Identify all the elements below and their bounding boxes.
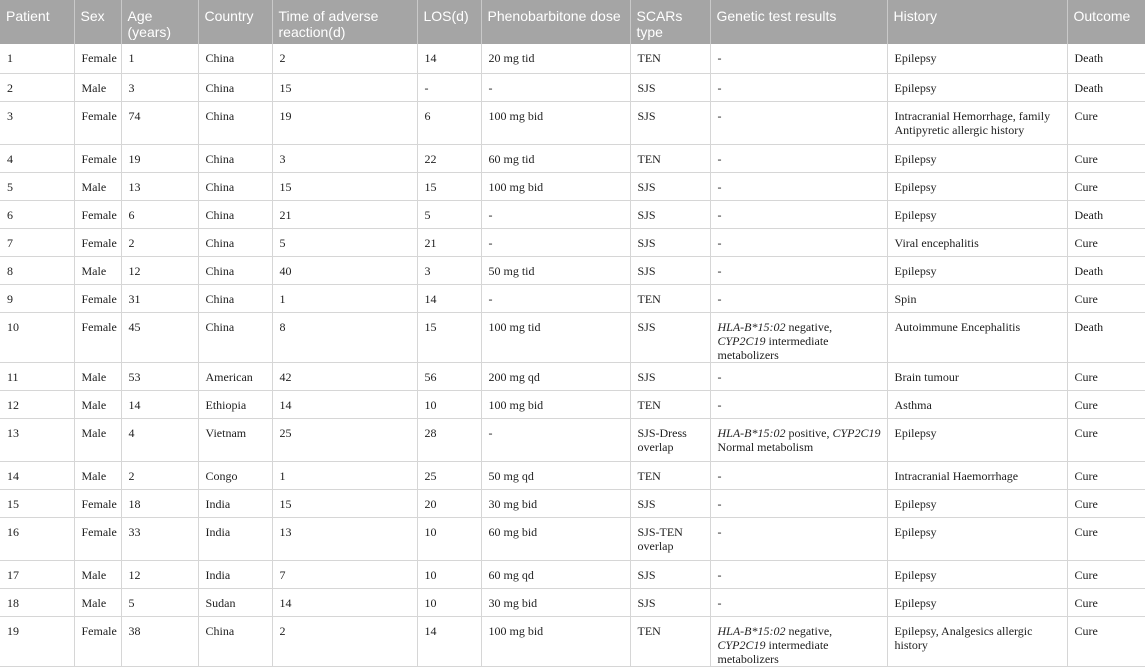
- cell-outcome: Cure: [1067, 489, 1145, 517]
- cell-outcome: Cure: [1067, 560, 1145, 588]
- cell-time: 13: [272, 517, 417, 560]
- cell-patient: 17: [0, 560, 74, 588]
- cell-time: 3: [272, 144, 417, 172]
- cell-history: Brain tumour: [887, 362, 1067, 390]
- cell-time: 14: [272, 390, 417, 418]
- cell-sex: Female: [74, 44, 121, 73]
- cell-sex: Female: [74, 200, 121, 228]
- cell-los: 14: [417, 616, 481, 666]
- cell-age: 2: [121, 461, 198, 489]
- table-row: [0, 461, 1145, 489]
- cell-outcome: Death: [1067, 73, 1145, 101]
- cell-history: Epilepsy: [887, 73, 1067, 101]
- cell-genetic: -: [710, 390, 887, 418]
- cell-genetic: -: [710, 101, 887, 144]
- cell-history: Epilepsy: [887, 144, 1067, 172]
- cell-dose: 60 mg tid: [481, 144, 630, 172]
- cell-history: Epilepsy: [887, 517, 1067, 560]
- cell-country: China: [198, 228, 272, 256]
- cell-patient: 8: [0, 256, 74, 284]
- cell-patient: 10: [0, 312, 74, 362]
- column-header: Genetic test results: [710, 0, 887, 44]
- cell-genetic: -: [710, 362, 887, 390]
- cell-patient: 11: [0, 362, 74, 390]
- cell-history: Epilepsy: [887, 560, 1067, 588]
- cell-country: Congo: [198, 461, 272, 489]
- cell-patient: 9: [0, 284, 74, 312]
- cell-genetic: -: [710, 461, 887, 489]
- cell-country: India: [198, 560, 272, 588]
- table-row: [0, 44, 1145, 73]
- cell-scars: SJS-TEN overlap: [630, 517, 710, 560]
- cell-outcome: Cure: [1067, 461, 1145, 489]
- cell-history: Epilepsy: [887, 172, 1067, 200]
- cell-dose: -: [481, 228, 630, 256]
- cell-time: 40: [272, 256, 417, 284]
- table-row: [0, 200, 1145, 228]
- cell-age: 6: [121, 200, 198, 228]
- cell-age: 2: [121, 228, 198, 256]
- cell-sex: Female: [74, 517, 121, 560]
- gene-name: CYP2C19: [832, 425, 881, 440]
- table-row: [0, 228, 1145, 256]
- cell-patient: 18: [0, 588, 74, 616]
- cell-dose: 20 mg tid: [481, 44, 630, 73]
- cell-time: 14: [272, 588, 417, 616]
- cell-age: 14: [121, 390, 198, 418]
- table-row: [0, 172, 1145, 200]
- cell-sex: Female: [74, 616, 121, 666]
- column-header: Time of adverse reaction(d): [272, 0, 417, 44]
- cell-country: American: [198, 362, 272, 390]
- cell-sex: Female: [74, 144, 121, 172]
- table-row: [0, 560, 1145, 588]
- cell-dose: 50 mg qd: [481, 461, 630, 489]
- table-row: [0, 256, 1145, 284]
- cell-time: 7: [272, 560, 417, 588]
- cell-genetic: -: [710, 200, 887, 228]
- cell-history: Asthma: [887, 390, 1067, 418]
- cell-country: India: [198, 489, 272, 517]
- table-row: [0, 144, 1145, 172]
- cell-los: 10: [417, 588, 481, 616]
- cell-history: Epilepsy: [887, 418, 1067, 461]
- cell-dose: 60 mg qd: [481, 560, 630, 588]
- cell-history: Intracranial Hemorrhage, family Antipyretic allergic history: [887, 101, 1067, 144]
- column-header: Outcome: [1067, 0, 1145, 44]
- cell-patient: 6: [0, 200, 74, 228]
- cell-time: 15: [272, 489, 417, 517]
- cell-genetic: -: [710, 172, 887, 200]
- cell-country: Vietnam: [198, 418, 272, 461]
- cell-los: 3: [417, 256, 481, 284]
- cell-patient: 14: [0, 461, 74, 489]
- gene-name: CYP2C19: [717, 333, 766, 348]
- cell-history: Epilepsy: [887, 489, 1067, 517]
- cell-sex: Male: [74, 256, 121, 284]
- cell-dose: -: [481, 73, 630, 101]
- cell-patient: 15: [0, 489, 74, 517]
- cell-outcome: Death: [1067, 44, 1145, 73]
- cell-sex: Male: [74, 73, 121, 101]
- column-header: LOS(d): [417, 0, 481, 44]
- cell-scars: SJS: [630, 200, 710, 228]
- cell-time: 2: [272, 44, 417, 73]
- cell-patient: 19: [0, 616, 74, 666]
- cell-country: China: [198, 616, 272, 666]
- cell-genetic: [710, 312, 887, 362]
- cell-los: 5: [417, 200, 481, 228]
- table-row: [0, 73, 1145, 101]
- cell-age: 45: [121, 312, 198, 362]
- cell-country: China: [198, 44, 272, 73]
- cell-patient: 1: [0, 44, 74, 73]
- cell-age: 3: [121, 73, 198, 101]
- table-body: [0, 44, 1145, 666]
- cell-sex: Male: [74, 560, 121, 588]
- column-header: SCARs type: [630, 0, 710, 44]
- table-row: [0, 418, 1145, 461]
- cell-outcome: Cure: [1067, 101, 1145, 144]
- table-row: [0, 362, 1145, 390]
- cell-genetic: -: [710, 44, 887, 73]
- gene-result: negative,: [785, 319, 833, 334]
- gene-name: CYP2C19: [717, 637, 766, 652]
- table-row: [0, 390, 1145, 418]
- cell-sex: Female: [74, 312, 121, 362]
- cell-country: China: [198, 73, 272, 101]
- cell-los: 10: [417, 517, 481, 560]
- cell-sex: Male: [74, 418, 121, 461]
- cell-genetic: [710, 418, 887, 461]
- cell-country: China: [198, 256, 272, 284]
- gene-result: intermediate metabolizers: [717, 333, 829, 362]
- cell-outcome: Cure: [1067, 390, 1145, 418]
- cell-scars: TEN: [630, 44, 710, 73]
- cell-country: Ethiopia: [198, 390, 272, 418]
- cell-genetic: -: [710, 228, 887, 256]
- cell-time: 8: [272, 312, 417, 362]
- cell-age: 4: [121, 418, 198, 461]
- cell-country: China: [198, 312, 272, 362]
- cell-time: 19: [272, 101, 417, 144]
- cell-time: 1: [272, 284, 417, 312]
- cell-sex: Female: [74, 489, 121, 517]
- cell-scars: TEN: [630, 616, 710, 666]
- cell-outcome: Cure: [1067, 588, 1145, 616]
- cell-outcome: Cure: [1067, 362, 1145, 390]
- cell-dose: 100 mg tid: [481, 312, 630, 362]
- cell-history: Epilepsy, Analgesics allergic history: [887, 616, 1067, 666]
- cell-time: 15: [272, 73, 417, 101]
- cell-dose: 100 mg bid: [481, 101, 630, 144]
- cell-time: 5: [272, 228, 417, 256]
- cell-history: Epilepsy: [887, 200, 1067, 228]
- cell-sex: Male: [74, 588, 121, 616]
- cell-age: 12: [121, 256, 198, 284]
- cell-history: Autoimmune Encephalitis: [887, 312, 1067, 362]
- cell-patient: 4: [0, 144, 74, 172]
- cell-country: China: [198, 200, 272, 228]
- cell-country: China: [198, 101, 272, 144]
- cell-los: 10: [417, 560, 481, 588]
- cell-los: -: [417, 73, 481, 101]
- cell-scars: SJS: [630, 588, 710, 616]
- cell-sex: Female: [74, 284, 121, 312]
- column-header: Age (years): [121, 0, 198, 44]
- gene-result: Normal metabolism: [717, 439, 814, 454]
- cell-genetic: -: [710, 560, 887, 588]
- cell-outcome: Cure: [1067, 228, 1145, 256]
- cell-genetic: [710, 616, 887, 666]
- cell-dose: -: [481, 284, 630, 312]
- cell-scars: SJS-Dress overlap: [630, 418, 710, 461]
- cell-outcome: Cure: [1067, 418, 1145, 461]
- cell-los: 28: [417, 418, 481, 461]
- table-row: [0, 588, 1145, 616]
- cell-history: Epilepsy: [887, 588, 1067, 616]
- cell-scars: SJS: [630, 228, 710, 256]
- cell-dose: -: [481, 200, 630, 228]
- cell-age: 18: [121, 489, 198, 517]
- cell-dose: 60 mg bid: [481, 517, 630, 560]
- gene-result: negative,: [785, 623, 833, 638]
- cell-scars: SJS: [630, 489, 710, 517]
- cell-sex: Female: [74, 101, 121, 144]
- cell-sex: Male: [74, 172, 121, 200]
- cell-scars: SJS: [630, 362, 710, 390]
- cell-sex: Male: [74, 390, 121, 418]
- cell-patient: 16: [0, 517, 74, 560]
- cell-los: 14: [417, 44, 481, 73]
- cell-los: 15: [417, 172, 481, 200]
- cell-genetic: -: [710, 517, 887, 560]
- cell-age: 5: [121, 588, 198, 616]
- cell-scars: TEN: [630, 390, 710, 418]
- table-row: [0, 616, 1145, 666]
- cell-history: Epilepsy: [887, 44, 1067, 73]
- cell-scars: SJS: [630, 172, 710, 200]
- cell-dose: 200 mg qd: [481, 362, 630, 390]
- cell-scars: SJS: [630, 560, 710, 588]
- cell-time: 2: [272, 616, 417, 666]
- cell-dose: 100 mg bid: [481, 390, 630, 418]
- cell-outcome: Death: [1067, 312, 1145, 362]
- cell-time: 25: [272, 418, 417, 461]
- cell-outcome: Death: [1067, 200, 1145, 228]
- cell-outcome: Cure: [1067, 284, 1145, 312]
- gene-result: positive,: [785, 425, 833, 440]
- gene-name: HLA-B*15:02: [717, 623, 786, 638]
- cell-los: 22: [417, 144, 481, 172]
- cell-age: 31: [121, 284, 198, 312]
- cell-scars: SJS: [630, 312, 710, 362]
- cell-country: China: [198, 284, 272, 312]
- cell-dose: 100 mg bid: [481, 616, 630, 666]
- cell-time: 42: [272, 362, 417, 390]
- cell-scars: SJS: [630, 101, 710, 144]
- cell-age: 13: [121, 172, 198, 200]
- table-row: [0, 517, 1145, 560]
- cell-genetic: -: [710, 73, 887, 101]
- column-header: Country: [198, 0, 272, 44]
- cell-genetic: -: [710, 489, 887, 517]
- cell-time: 15: [272, 172, 417, 200]
- header-row: [0, 0, 1145, 44]
- cell-country: India: [198, 517, 272, 560]
- cell-los: 25: [417, 461, 481, 489]
- cell-age: 19: [121, 144, 198, 172]
- cell-time: 21: [272, 200, 417, 228]
- cell-genetic: -: [710, 144, 887, 172]
- cell-genetic: -: [710, 284, 887, 312]
- cell-sex: Female: [74, 228, 121, 256]
- cell-los: 20: [417, 489, 481, 517]
- cell-history: Intracranial Haemorrhage: [887, 461, 1067, 489]
- cell-los: 15: [417, 312, 481, 362]
- cell-patient: 13: [0, 418, 74, 461]
- cell-age: 74: [121, 101, 198, 144]
- gene-name: HLA-B*15:02: [717, 319, 786, 334]
- cell-country: China: [198, 144, 272, 172]
- cell-outcome: Cure: [1067, 144, 1145, 172]
- column-header: Sex: [74, 0, 121, 44]
- cell-outcome: Cure: [1067, 517, 1145, 560]
- cell-country: China: [198, 172, 272, 200]
- cell-sex: Male: [74, 461, 121, 489]
- cell-genetic: -: [710, 588, 887, 616]
- cell-patient: 7: [0, 228, 74, 256]
- cell-history: Spin: [887, 284, 1067, 312]
- cell-los: 10: [417, 390, 481, 418]
- cell-patient: 12: [0, 390, 74, 418]
- cell-dose: -: [481, 418, 630, 461]
- cell-los: 6: [417, 101, 481, 144]
- table-row: [0, 312, 1145, 362]
- cell-sex: Male: [74, 362, 121, 390]
- cell-age: 38: [121, 616, 198, 666]
- table-row: [0, 101, 1145, 144]
- cell-los: 21: [417, 228, 481, 256]
- column-header: Phenobarbitone dose: [481, 0, 630, 44]
- cell-los: 14: [417, 284, 481, 312]
- cell-patient: 3: [0, 101, 74, 144]
- gene-result: intermediate metabolizers: [717, 637, 829, 666]
- cell-scars: SJS: [630, 73, 710, 101]
- table-row: [0, 489, 1145, 517]
- cell-history: Viral encephalitis: [887, 228, 1067, 256]
- cell-outcome: Death: [1067, 256, 1145, 284]
- cell-age: 12: [121, 560, 198, 588]
- table-row: [0, 284, 1145, 312]
- cell-patient: 5: [0, 172, 74, 200]
- cell-patient: 2: [0, 73, 74, 101]
- cell-dose: 30 mg bid: [481, 489, 630, 517]
- cell-age: 53: [121, 362, 198, 390]
- cell-outcome: Cure: [1067, 616, 1145, 666]
- cell-genetic: -: [710, 256, 887, 284]
- cell-history: Epilepsy: [887, 256, 1067, 284]
- cell-scars: TEN: [630, 461, 710, 489]
- cell-scars: TEN: [630, 284, 710, 312]
- cell-scars: TEN: [630, 144, 710, 172]
- column-header: Patient: [0, 0, 74, 44]
- cell-outcome: Cure: [1067, 172, 1145, 200]
- cell-age: 33: [121, 517, 198, 560]
- cell-los: 56: [417, 362, 481, 390]
- cell-scars: SJS: [630, 256, 710, 284]
- cell-time: 1: [272, 461, 417, 489]
- cell-dose: 30 mg bid: [481, 588, 630, 616]
- column-header: History: [887, 0, 1067, 44]
- cell-dose: 50 mg tid: [481, 256, 630, 284]
- cell-age: 1: [121, 44, 198, 73]
- cell-dose: 100 mg bid: [481, 172, 630, 200]
- cell-country: Sudan: [198, 588, 272, 616]
- gene-name: HLA-B*15:02: [717, 425, 786, 440]
